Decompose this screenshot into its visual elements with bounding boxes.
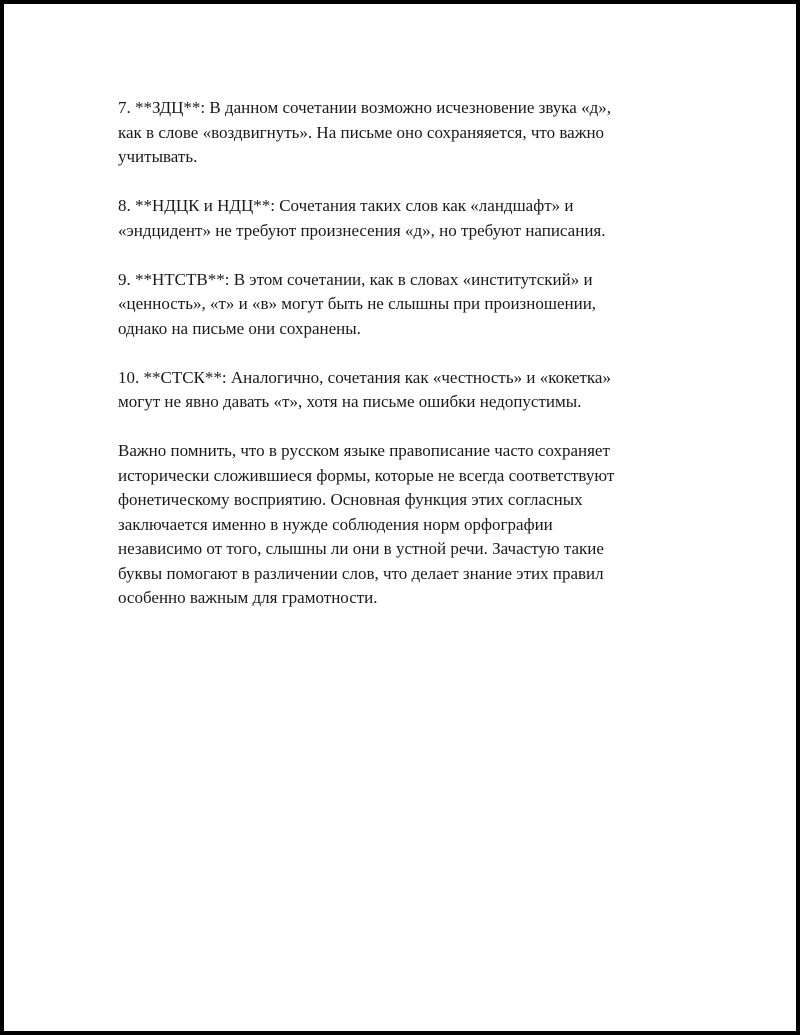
text-line: учитывать. — [118, 147, 198, 166]
paragraph-item-9 — [118, 268, 678, 342]
text-line: 7. **ЗДЦ**: В данном сочетании возможно исчезновение звука «д», — [118, 98, 611, 117]
text-line: особенно важным для грамотности. — [118, 588, 378, 607]
text-line: независимо от того, слышны ли они в устной речи. Зачастую такие — [118, 539, 604, 558]
text-line: буквы помогают в различении слов, что делает знание этих правил — [118, 563, 604, 583]
paragraph-item-10 — [118, 366, 678, 415]
text-line: Важно помнить, что в русском языке правописание часто сохраняет — [118, 441, 610, 460]
text-line: «ценность», «т» и «в» могут быть не слышны при произношении, — [118, 294, 597, 313]
text-line: заключается именно в нужде соблюдения норм орфографии — [118, 514, 553, 534]
text-line: как в слове «воздвигнуть». На письме оно сохраняяется, что важно — [118, 122, 605, 142]
text-line: 9. **НТСТВ**: В этом сочетании, как в словах «институтский» и — [118, 269, 593, 289]
text-line: «эндцидент» не требуют произнесения «д», но требуют написания. — [118, 220, 606, 240]
paragraph-item-8 — [118, 194, 678, 243]
paragraph-item-7 — [118, 96, 678, 170]
text-line: однако на письме они сохранены. — [118, 318, 361, 338]
text-line: 8. **НДЦК и НДЦ**: Сочетания таких слов как «ландшафт» и — [118, 196, 574, 215]
text-line: могут не явно давать «т», хотя на письме ошибки недопустимы. — [118, 392, 582, 411]
text-line: фонетическому восприятию. Основная функция этих согласных — [118, 490, 583, 509]
text-line: исторически сложившиеся формы, которые не всегда соответствуют — [118, 465, 615, 485]
paragraph-conclusion — [118, 439, 678, 611]
document-body — [118, 96, 678, 635]
text-line: 10. **СТСК**: Аналогично, сочетания как «честность» и «кокетка» — [118, 367, 611, 387]
